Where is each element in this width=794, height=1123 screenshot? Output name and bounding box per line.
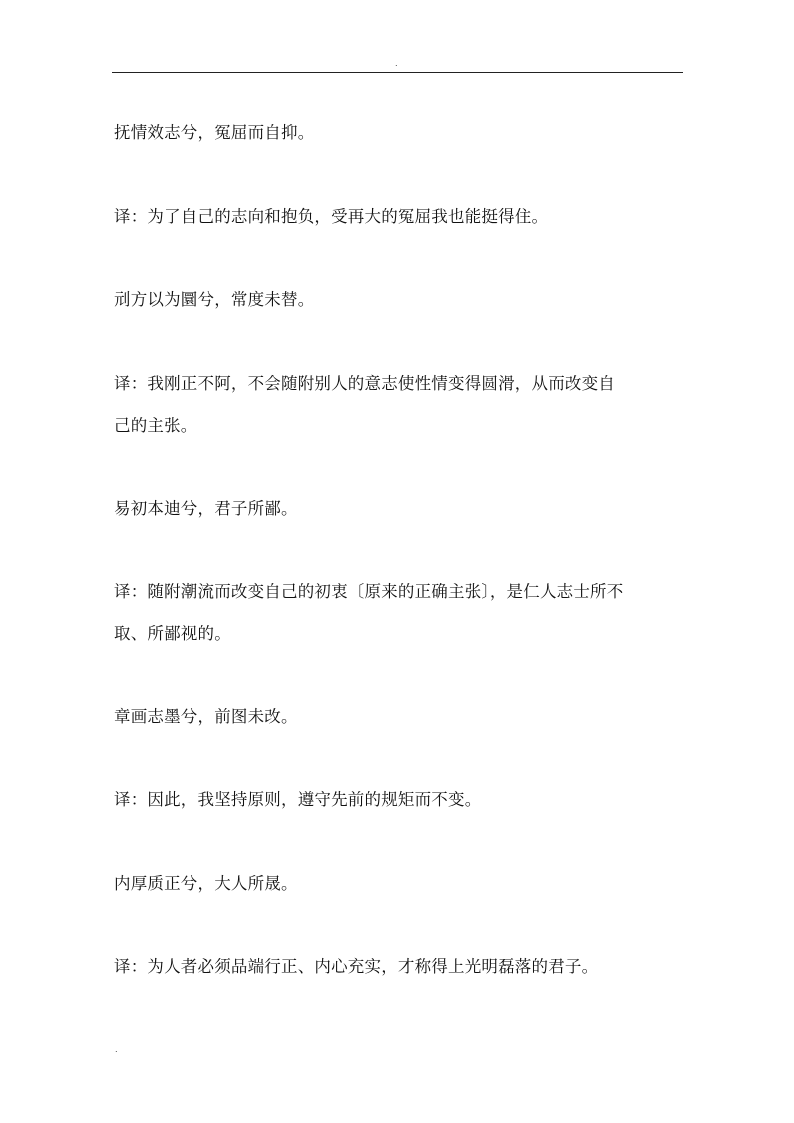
verse-line-2: 刓方以为圜兮，常度未替。 [114,290,315,309]
verse-line-3: 易初本迪兮，君子所鄙。 [114,499,298,518]
verse-line-1: 抚情效志兮，冤屈而自抑。 [114,123,315,142]
translation-line-3a: 译：随附潮流而改变自己的初衷〔原来的正确主张〕，是仁人志士所不 [114,582,624,601]
verse-line-5: 内厚质正兮，大人所晟。 [114,874,298,893]
translation-line-3b: 取、所鄙视的。 [114,624,231,643]
footer-mark: . [115,1045,118,1054]
translation-line-2a: 译：我刚正不阿，不会随附别人的意志使性情变得圆滑，从而改变自 [114,374,615,393]
translation-line-5: 译：为人者必须品端行正、内心充实，才称得上光明磊落的君子。 [114,957,599,976]
translation-line-1: 译：为了自己的志向和抱负，受再大的冤屈我也能挺得住。 [114,207,549,226]
header-rule [112,72,683,73]
header-mark: . [395,59,398,68]
verse-line-4: 章画志墨兮，前图未改。 [114,707,298,726]
translation-line-2b: 己的主张。 [114,416,198,435]
translation-line-4: 译：因此，我坚持原则，遵守先前的规矩而不变。 [114,790,482,809]
